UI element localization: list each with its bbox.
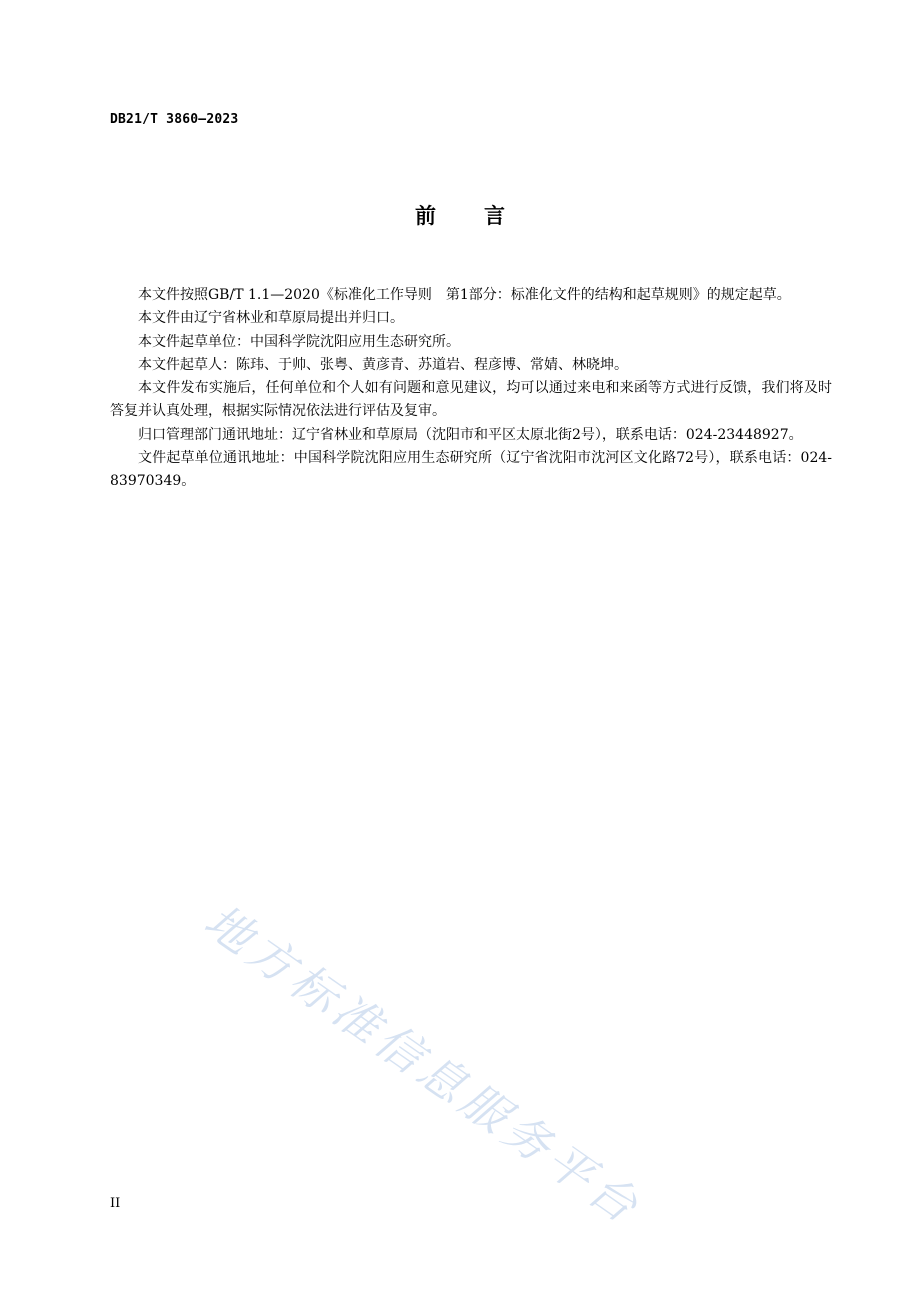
page-title xyxy=(0,200,920,230)
title-char-1: 前 xyxy=(415,204,436,228)
paragraph-authority-address: 归口管理部门通讯地址：辽宁省林业和草原局（沈阳市和平区太原北街2号），联系电话：024-23448927。 xyxy=(138,426,803,443)
paragraph-proposer: 本文件由辽宁省林业和草原局提出并归口。 xyxy=(138,310,404,327)
document-code: DB21/T 3860—2023 xyxy=(110,112,239,127)
preface-body xyxy=(110,284,832,494)
paragraph-drafting-rules: 本文件按照GB/T 1.1—2020《标准化工作导则 第1部分：标准化文件的结构和起草规则》的规定起草。 xyxy=(138,287,791,303)
title-char-2: 言 xyxy=(484,204,505,228)
paragraph-drafting-unit: 本文件起草单位：中国科学院沈阳应用生态研究所。 xyxy=(138,333,460,350)
paragraph-feedback: 本文件发布实施后，任何单位和个人如有问题和意见建议，均可以通过来电和来函等方式进行反馈，我们将及时答复并认真处理，根据实际情况依法进行评估及复审。 xyxy=(110,380,832,420)
paragraph-drafters: 本文件起草人：陈玮、于帅、张粤、黄彦青、苏道岩、程彦博、常婧、林晓坤。 xyxy=(138,356,628,373)
watermark: 地方标准信息服务平台 xyxy=(194,893,652,1236)
page-number: II xyxy=(110,1196,121,1211)
paragraph-drafter-address: 文件起草单位通讯地址：中国科学院沈阳应用生态研究所（辽宁省沈阳市沈河区文化路72号），联系电话：024-83970349。 xyxy=(110,450,832,490)
